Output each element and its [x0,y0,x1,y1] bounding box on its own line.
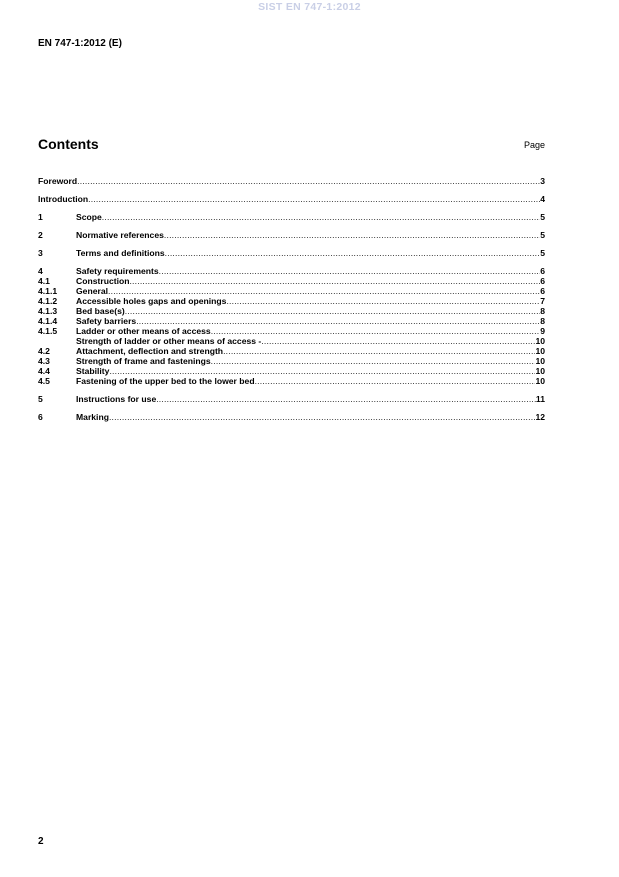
toc-entry-title: Strength of ladder or other means of access - [76,336,262,346]
dot-leader [102,212,540,222]
page-column-label: Page [523,140,545,150]
toc-entry[interactable] [38,176,545,186]
dot-leader [211,326,541,336]
toc-entry-title: Normative references [76,230,164,240]
toc-entry-page: 6 [540,266,545,276]
toc-entry[interactable] [38,326,545,336]
toc-entry-number: 5 [38,394,43,404]
toc-entry-title: Foreword [38,176,78,186]
toc-entry-title: Bed base(s) [76,306,125,316]
table-of-contents [38,176,545,422]
toc-entry[interactable] [38,194,545,204]
toc-entry-title: General [76,286,109,296]
toc-entry[interactable] [38,356,545,366]
dot-leader [156,394,536,404]
toc-entry-number: 4.1.2 [38,296,58,306]
toc-entry-page: 12 [535,412,545,422]
toc-entry-number: 4.2 [38,346,50,356]
toc-entry-title: Introduction [38,194,89,204]
toc-entry-page: 5 [540,230,545,240]
toc-entry-number: 4.5 [38,376,50,386]
toc-entry-page: 10 [535,346,545,356]
toc-entry-number: 2 [38,230,43,240]
toc-entry-title: Safety requirements [76,266,159,276]
page-number: 2 [38,836,44,847]
dot-leader [223,346,535,356]
toc-entry-title: Accessible holes gaps and openings [76,296,227,306]
toc-entry-page: 8 [540,306,545,316]
toc-entry-page: 10 [535,336,545,346]
toc-entry[interactable] [38,296,545,306]
dot-leader [108,286,540,296]
toc-entry[interactable] [38,316,545,326]
toc-entry-title: Stability [76,366,110,376]
toc-entry-title: Fastening of the upper bed to the lower bed [76,376,255,386]
toc-entry-number: 4.1.4 [38,316,58,326]
dot-leader [136,316,540,326]
toc-entry-page: 8 [540,316,545,326]
toc-entry-title: Ladder or other means of access [76,326,211,336]
toc-entry-title: Construction [76,276,130,286]
toc-entry-number: 3 [38,248,43,258]
toc-entry-title: Marking [76,412,109,422]
toc-entry-page: 6 [540,276,545,286]
toc-entry-page: 11 [535,394,545,404]
toc-entry[interactable] [38,412,545,422]
toc-entry-page: 3 [540,176,545,186]
toc-entry-number: 4.1.1 [38,286,58,296]
toc-entry-number: 4.3 [38,356,50,366]
dot-leader [129,276,540,286]
dot-leader [109,412,535,422]
toc-entry-page: 9 [540,326,545,336]
toc-entry-page: 10 [535,356,545,366]
toc-entry-number: 4.1 [38,276,50,286]
toc-entry-number: 4.1.3 [38,306,58,316]
toc-entry-number: 1 [38,212,43,222]
toc-entry-title: Scope [76,212,102,222]
dot-leader [159,266,541,276]
document-id: EN 747-1:2012 (E) [38,38,122,49]
toc-entry-page: 10 [535,366,545,376]
toc-entry-title: Terms and definitions [76,248,165,258]
toc-entry[interactable] [38,376,545,386]
toc-entry[interactable] [38,276,545,286]
toc-entry-title: Safety barriers [76,316,137,326]
toc-entry[interactable] [38,394,545,404]
watermark: SIST EN 747-1:2012 [258,1,361,13]
toc-entry[interactable] [38,336,545,346]
toc-entry-title: Strength of frame and fastenings [76,356,211,366]
toc-entry[interactable] [38,286,545,296]
toc-entry-page: 4 [540,194,545,204]
dot-leader [125,306,541,316]
toc-entry[interactable] [38,346,545,356]
dot-leader [164,230,540,240]
toc-entry-page: 7 [540,296,545,306]
toc-entry-page: 5 [540,212,545,222]
dot-leader [88,194,540,204]
toc-entry-number: 4.4 [38,366,50,376]
dot-leader [109,366,535,376]
toc-entry[interactable] [38,212,545,222]
toc-entry[interactable] [38,248,545,258]
toc-entry-page: 5 [540,248,545,258]
dot-leader [165,248,541,258]
toc-entry-page: 6 [540,286,545,296]
toc-entry-page: 10 [535,376,545,386]
toc-entry-number: 4 [38,266,43,276]
dot-leader [77,176,540,186]
toc-entry[interactable] [38,306,545,316]
toc-entry-title: Instructions for use [76,394,157,404]
toc-entry-number: 4.1.5 [38,326,58,336]
contents-title: Contents [38,136,99,152]
dot-leader [211,356,536,366]
toc-entry[interactable] [38,230,545,240]
dot-leader [255,376,536,386]
dot-leader [226,296,540,306]
toc-entry[interactable] [38,366,545,376]
dot-leader [261,336,535,346]
toc-entry[interactable] [38,266,545,276]
toc-entry-number: 6 [38,412,43,422]
toc-entry-title: Attachment, deflection and strength [76,346,224,356]
